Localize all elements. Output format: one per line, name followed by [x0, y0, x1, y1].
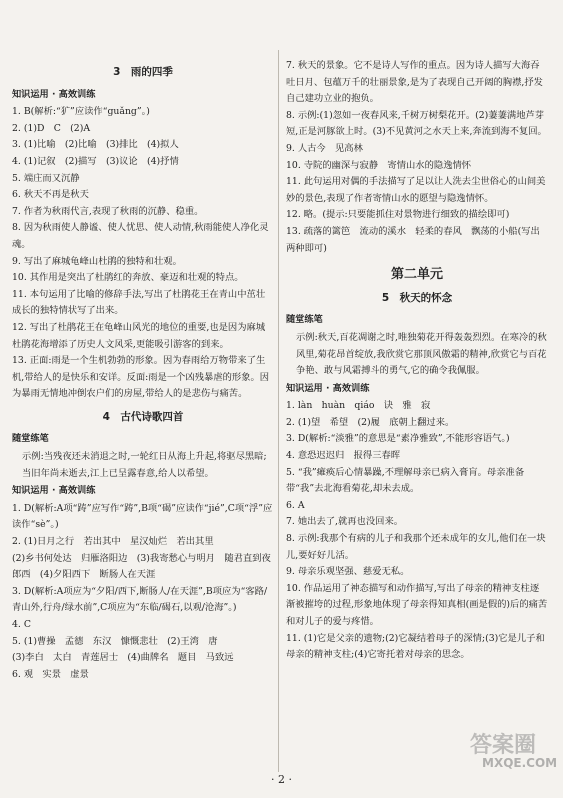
section-title: 3 雨的四季 — [113, 66, 173, 78]
paragraph: 示例:当残夜还未消退之时,一轮红日从海上升起,将驱尽黑暗;当旧年尚未逝去,江上已呈露春意,给人以希望。 — [22, 451, 267, 479]
answer-line: 8. 示例:(1)忽如一夜春风来,千树万树梨花开。(2)萋萋满地芦芽短,正是河豚欲上时。(3)不见黄河之水天上来,奔流到海不复回。 — [286, 109, 547, 138]
answer-line: 8. 示例:我那个有病的儿子和我那个还未成年的女儿,他们在一块儿,要好好儿活。 — [286, 533, 546, 561]
page-number: · 2 · — [271, 773, 292, 786]
answer-line: 9. 写出了麻城龟峰山杜鹃的独特和壮观。 — [12, 255, 182, 267]
right-column — [286, 58, 548, 664]
answer-line: 9. 人古今 见高林 — [286, 142, 363, 154]
watermark-url: MXQE.COM — [482, 756, 558, 770]
answer-line: 1. D(解析:A项“踌”应写作“踌”,B项“碣”应读作“jié”,C项“浮”应读作“sè”。) — [12, 502, 273, 531]
paragraph: 示例:秋天,百花凋谢之时,唯独菊花开得轰轰烈烈。在寒冷的秋风里,菊花昂首绽放,我欣赏它那顶风傲霜的精神,欣赏它与百花争艳、敢与风霜搏斗的勇气,它的确令我佩服。 — [296, 331, 547, 377]
subsection-heading: 知识运用 · 高效训练 — [12, 485, 96, 497]
answer-line: 12. 略。(提示:只要能抓住对景物进行细致的描绘即可) — [286, 209, 510, 221]
answer-line: 5. 端庄而又沉静 — [12, 172, 80, 184]
answer-line: 13. 正面:雨是一个生机勃勃的形象。因为春雨给万物带来了生机,带给人的是快乐和安详。反面:雨是一个凶残暴虐的形象。因为暴雨无情地冲倒农户们的房屋,带给人的是悲伤与痛苦。 — [12, 355, 270, 400]
section-title: 5 秋天的怀念 — [381, 291, 453, 304]
answer-list — [12, 104, 274, 403]
section-title: 4 古代诗歌四首 — [102, 410, 184, 423]
unit-title: 第二单元 — [390, 267, 443, 283]
answer-line: 6. 观 实景 虚景 — [12, 668, 89, 680]
answer-line: 2. (1)D C (2)A — [12, 122, 91, 134]
answer-line: 4. C — [12, 619, 31, 630]
answer-line: 4. (1)记叙 (2)描写 (3)议论 (4)抒情 — [12, 155, 179, 167]
answer-line: (2)乡书何处达 归雁洛阳边 (3)我寄愁心与明月 随君直到夜郎西 (4)夕阳西下 断肠人在天涯 — [12, 552, 271, 581]
answer-line: 10. 其作用是突出了杜鹃红的奔放、豪迈和壮观的特点。 — [12, 272, 244, 284]
answer-line: 3. D(解析:A项应为“夕阳/西下,断肠人/在天涯”,B项应为“客路/青山外,行舟/绿水前”,C项应为“东临/碣石,以观/沧海”。) — [12, 585, 268, 614]
answer-line: 3. D(解析:“淡雅”的意思是“素净雅致”,不能形容语气。) — [286, 433, 510, 445]
answer-line: 6. 秋天不再是秋天 — [12, 189, 89, 201]
answer-line: 1. B(解析:“犷”应读作“guǎng”。) — [12, 106, 150, 118]
answer-line: 11. 此句运用对偶的手法描写了足以让人洗去尘世俗心的山间美妙的景色,表现了作者寄情山水的愿望与隐逸情怀。 — [286, 176, 546, 204]
answer-line: 7. 作者为秋雨代言,表现了秋雨的沉静、稳重。 — [12, 205, 204, 217]
answer-line: 9. 母亲乐观坚强、慈爱无私。 — [286, 566, 410, 578]
answer-line: (3)李白 太白 青莲居士 (4)曲牌名 题目 马致远 — [12, 652, 234, 664]
answer-line: 10. 寺院的幽深与寂静 寄情山水的隐逸情怀 — [286, 159, 472, 171]
answer-line: 4. 意恐迟迟归 报得三春晖 — [286, 450, 401, 462]
subsection-heading: 知识运用 · 高效训练 — [12, 88, 96, 100]
answer-list — [12, 501, 274, 684]
answer-line: 13. 疏落的篱笆 流动的溪水 轻柔的春风 飘荡的小船(写出两种即可) — [286, 225, 540, 254]
watermark-logo: 答案圈 — [470, 733, 537, 758]
subsection-heading: 随堂练笔 — [12, 433, 49, 445]
left-column — [12, 58, 274, 683]
subsection-heading: 知识运用 · 高效训练 — [286, 382, 370, 394]
answer-line: 12. 写出了杜鹃花王在龟峰山风光的地位的重要,也是因为麻城杜鹃花海增添了历史人文风采,更能吸引游客的到来。 — [12, 321, 266, 350]
answer-line: 5. (1)曹操 孟德 东汉 慷慨悲壮 (2)王湾 唐 — [12, 635, 218, 647]
answer-line: 5. “我”瘫痪后心情暴躁,不理解母亲已病入膏肓。母亲准备带“我”去北海看菊花,却未去成。 — [286, 466, 525, 495]
answer-list — [286, 398, 548, 664]
answer-line: 7. 她出去了,就再也没回来。 — [286, 516, 404, 528]
answer-line: 11. (1)它是父亲的遗物;(2)它凝结着母子的深情;(3)它是儿子和母亲的精神支柱;(4)它寄托着对母亲的思念。 — [286, 632, 545, 661]
answer-line: 7. 秋天的景象。它不是诗人写作的重点。因为诗人描写大海吞吐日月、包蕴万千的壮丽景象,是为了表现自己开阔的胸襟,抒发自己建功立业的抱负。 — [286, 60, 543, 105]
answer-line: 1. làn huàn qiáo 诀 雅 寂 — [286, 400, 431, 412]
answer-line: 2. (1)日月之行 若出其中 星汉灿烂 若出其里 — [12, 536, 214, 548]
answer-line: 8. 因为秋雨使人静谧、使人忧思、使人动情,秋雨能使人净化灵魂。 — [12, 222, 269, 250]
answer-line: 6. A — [286, 499, 305, 511]
answer-line: 11. 本句运用了比喻的修辞手法,写出了杜鹃花王在青山中茁壮成长的独特情状写了出来。 — [12, 288, 266, 317]
answer-list — [286, 58, 548, 257]
answer-line: 3. (1)比喻 (2)比喻 (3)排比 (4)拟人 — [12, 139, 179, 151]
answer-line: 2. (1)望 希望 (2)履 底朝上翻过来。 — [286, 416, 455, 428]
answer-line: 10. 作品运用了神态描写和动作描写,写出了母亲的精神支柱逐渐被摧垮的过程,形象地体现了母亲得知真相(画是假的)后的痛苦和对儿子的爱与疼惜。 — [286, 582, 548, 627]
subsection-heading: 随堂练笔 — [286, 314, 323, 326]
column-divider — [278, 50, 279, 772]
